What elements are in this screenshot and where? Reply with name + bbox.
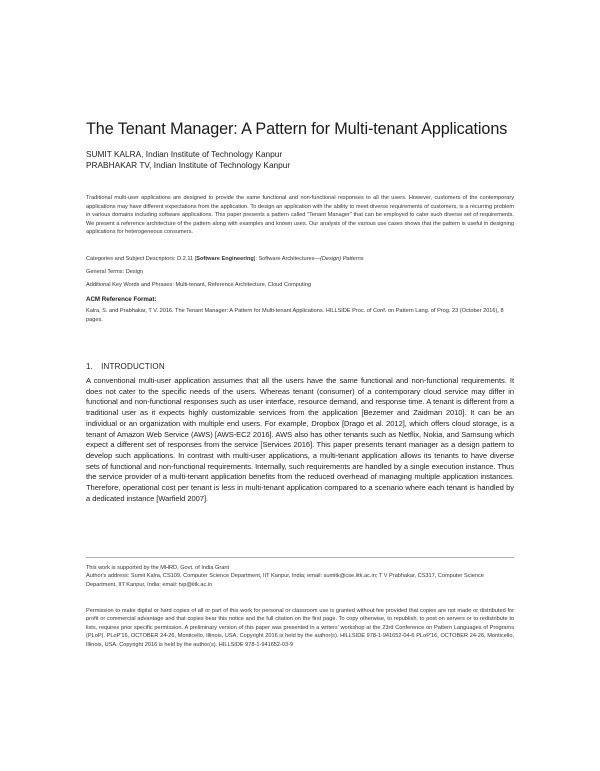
- footnote-address: Author's address: Sumit Kalra, CS109, Computer Science Department, IIT Kanpur, India; email: sumitk@cse.iitk.ac.in; T V Prabhakar, CS317, Computer Science Department, IIT Kanpur, India; email: tvp@iitk.ac.in: [86, 573, 484, 588]
- author-line: PRABHAKAR TV, Indian Institute of Technology Kanpur: [86, 160, 291, 170]
- section-number: 1.: [86, 362, 94, 371]
- categories-middle: ]: Software Architectures—: [253, 256, 320, 262]
- introduction-paragraph: A conventional multi-user application assumes that all the users have the same functional and non-functional requirements. It does not cater to the specific needs of the users. Whereas tenant (consumer) of a contemporary cloud service may differ in functional and non-functional responses such as user interface, resource demand, and response time. A tenant is different from a traditional user as it expects highly customizable services from the application [Bezemer and Zaidman 2010]. It can be an individual or an organization with multiple end users. For example, Dropbox [Drago et al. 2012], which offers cloud storage, is a tenant of Amazon Web Service (AWS) [AWS-EC2 2016]. AWS also has other tenants such as Netflix, Nokia, and Samsung which expect a different set of responses from the service [Services 2016]. This paper presents tenant manager as a design pattern to develop such applications. In contrast with multi-user applications, a multi-tenant application allows its tenants to have diverse sets of functional and non-functional requirements. Internally, such requirements are handled by a single execution instance. Thus the service provider of a multi-tenant application benefits from the reduced overhead of managing multiple application instances. Therefore, operational cost per tenant is less in multi-tenant application compared to a scenario where each tenant is handled by a dedicated instance [Warfield 2007].: [86, 376, 514, 503]
- author-list: [86, 149, 290, 171]
- general-terms: General Terms: Design: [86, 269, 144, 275]
- footnote-divider: [86, 557, 514, 558]
- permission-notice: Permission to make digital or hard copies of all or part of this work for personal or classroom use is granted without fee provided that copies are not made or distributed for profit or commercial advantage and that copies bear this notice and the full citation on the first page. To copy otherwise, to republish, to post on servers or to redistribute to lists, requires prior specific permission. A preliminary version of this paper was presented in a writers' workshop at the 23rd Conference on Pattern Languages of Programs (PLoP). PLoP'16, OCTOBER 24-26, Monticello, Illinois, USA. Copyright 2016 is held by the author(s). HILLSIDE 978-1-941652-04-6 PLoP'16, OCTOBER 24-26, Monticello, Illinois, USA. Copyright 2016 is held by the author(s). HILLSIDE 978-1-941652-03-9: [86, 608, 514, 648]
- categories-italic: (Design) Patterns: [320, 256, 364, 262]
- acm-reference: Kalra, S. and Prabhakar, T V. 2016. The Tenant Manager: A Pattern for Multi-tenant Applications. HILLSIDE Proc. of Conf. on Pattern Lang. of Prog. 23 (October 2016), 8 pages.: [86, 308, 504, 323]
- keywords: Additional Key Words and Phrases: Multi-tenant, Reference Architecture, Cloud Computing: [86, 282, 312, 288]
- abstract: Traditional multi-user applications are designed to provide the same functional and non-functional responses to all the users. However, customers of the contemporary applications may have different expectations from the application. To design an application with the ability to meet diverse requirements of customers, is a recurring problem in various domains including software applications. This paper presents a pattern called "Tenant Manager" that can be employed to cater such diverse set of requirements. We present a reference architecture of the pattern along with examples and known uses. Our analysis of the various use cases shows that the pattern is useful in designing applications for heterogeneous consumers.: [86, 195, 514, 236]
- paper-title: The Tenant Manager: A Pattern for Multi-tenant Applications: [86, 120, 508, 138]
- section-heading: [86, 362, 165, 371]
- categories-prefix: Categories and Subject Descriptors: D.2.11 [: [86, 256, 197, 262]
- categories-bold: Software Engineering: [196, 256, 254, 262]
- acm-format-heading: ACM Reference Format:: [86, 296, 157, 303]
- author-line: SUMIT KALRA, Indian Institute of Technology Kanpur: [86, 149, 283, 159]
- section-title: INTRODUCTION: [101, 362, 165, 371]
- categories-descriptors: [86, 255, 514, 264]
- footnote: [86, 564, 514, 589]
- footnote-support: This work is supported by the MHRD, Govt. of India Grant: [86, 565, 230, 571]
